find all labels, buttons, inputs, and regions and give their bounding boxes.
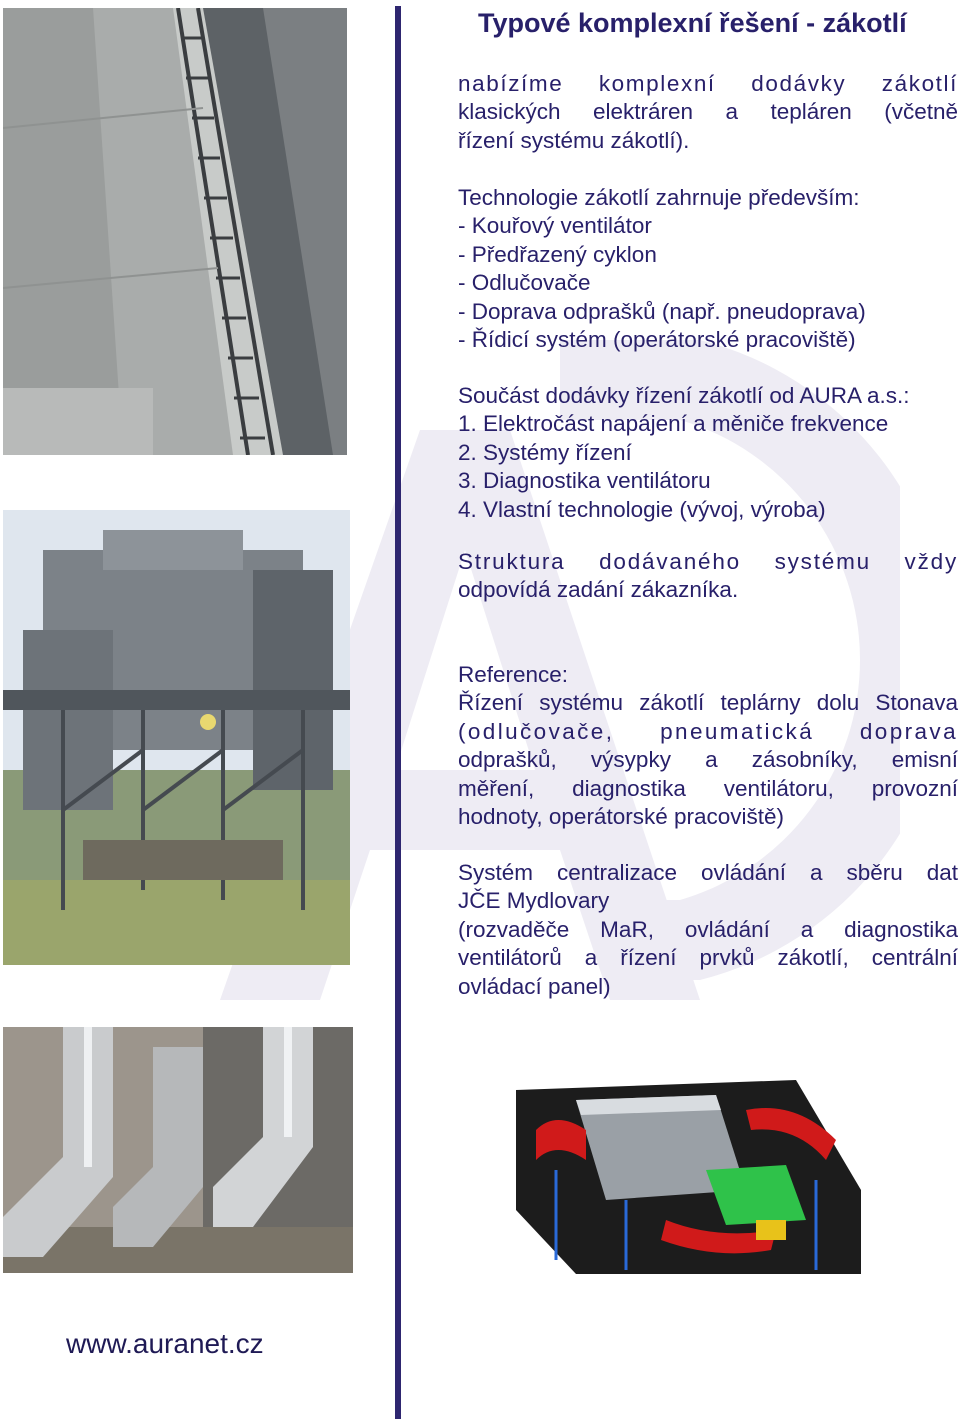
intro-line: klasických elektráren a tepláren (včetně xyxy=(458,99,958,125)
technology-item: - Kouřový ventilátor xyxy=(458,213,652,239)
aura-item: 2. Systémy řízení xyxy=(458,439,632,465)
structure-line: Struktura dodávaného systému vždy xyxy=(458,549,958,574)
photo-industrial-structure xyxy=(3,510,350,965)
vertical-divider xyxy=(395,6,401,1419)
page-title: Typové komplexní řešení - zákotlí xyxy=(478,8,907,38)
website-link[interactable]: www.auranet.cz xyxy=(66,1328,264,1359)
reference1-line: hodnoty, operátorské pracoviště) xyxy=(458,804,785,830)
aura-item: 1. Elektročást napájení a měniče frekvence xyxy=(458,411,889,437)
technology-item: - Předřazený cyklon xyxy=(458,241,657,267)
intro-line: nabízíme komplexní dodávky zákotlí xyxy=(458,71,958,96)
reference-section xyxy=(458,661,958,831)
reference2-line: JČE Mydlovary xyxy=(458,888,610,914)
reference2-section xyxy=(458,859,958,1001)
photo-silo-ladder xyxy=(3,8,347,455)
reference1-line: Řízení systému zákotlí teplárny dolu Stonava xyxy=(458,690,958,716)
intro-line: řízení systému zákotlí). xyxy=(458,127,690,153)
technology-item: - Doprava odprašků (např. pneudoprava) xyxy=(458,298,866,324)
reference1-line: odprašků, výsypky a zásobníky, emisní xyxy=(458,747,958,773)
reference1-line: (odlučovače, pneumatická doprava xyxy=(458,718,958,744)
technology-item: - Řídicí systém (operátorské pracoviště) xyxy=(458,327,856,353)
technology-section xyxy=(458,184,958,354)
photo-3d-model xyxy=(516,1070,861,1274)
reference2-line: ventilátorů a řízení prvků zákotlí, centrální xyxy=(458,945,958,971)
reference-heading: Reference: xyxy=(458,662,569,687)
reference2-line: ovládací panel) xyxy=(458,973,611,999)
structure-paragraph xyxy=(458,548,958,605)
reference2-line: Systém centralizace ovládání a sběru dat xyxy=(458,860,958,885)
technology-heading: Technologie zákotlí zahrnuje především: xyxy=(458,185,860,210)
reference1-line: měření, diagnostika ventilátoru, provozní xyxy=(458,775,958,801)
aura-heading: Součást dodávky řízení zákotlí od AURA a.s.: xyxy=(458,383,910,408)
aura-item: 4. Vlastní technologie (vývoj, výroba) xyxy=(458,496,826,522)
structure-line: odpovídá zadání zákazníka. xyxy=(458,577,739,603)
technology-item: - Odlučovače xyxy=(458,270,591,296)
aura-item: 3. Diagnostika ventilátoru xyxy=(458,468,711,494)
intro-paragraph xyxy=(458,70,958,155)
photo-pipes xyxy=(3,1027,353,1273)
aura-section xyxy=(458,382,958,524)
reference2-line: (rozvaděče MaR, ovládání a diagnostika xyxy=(458,916,958,942)
